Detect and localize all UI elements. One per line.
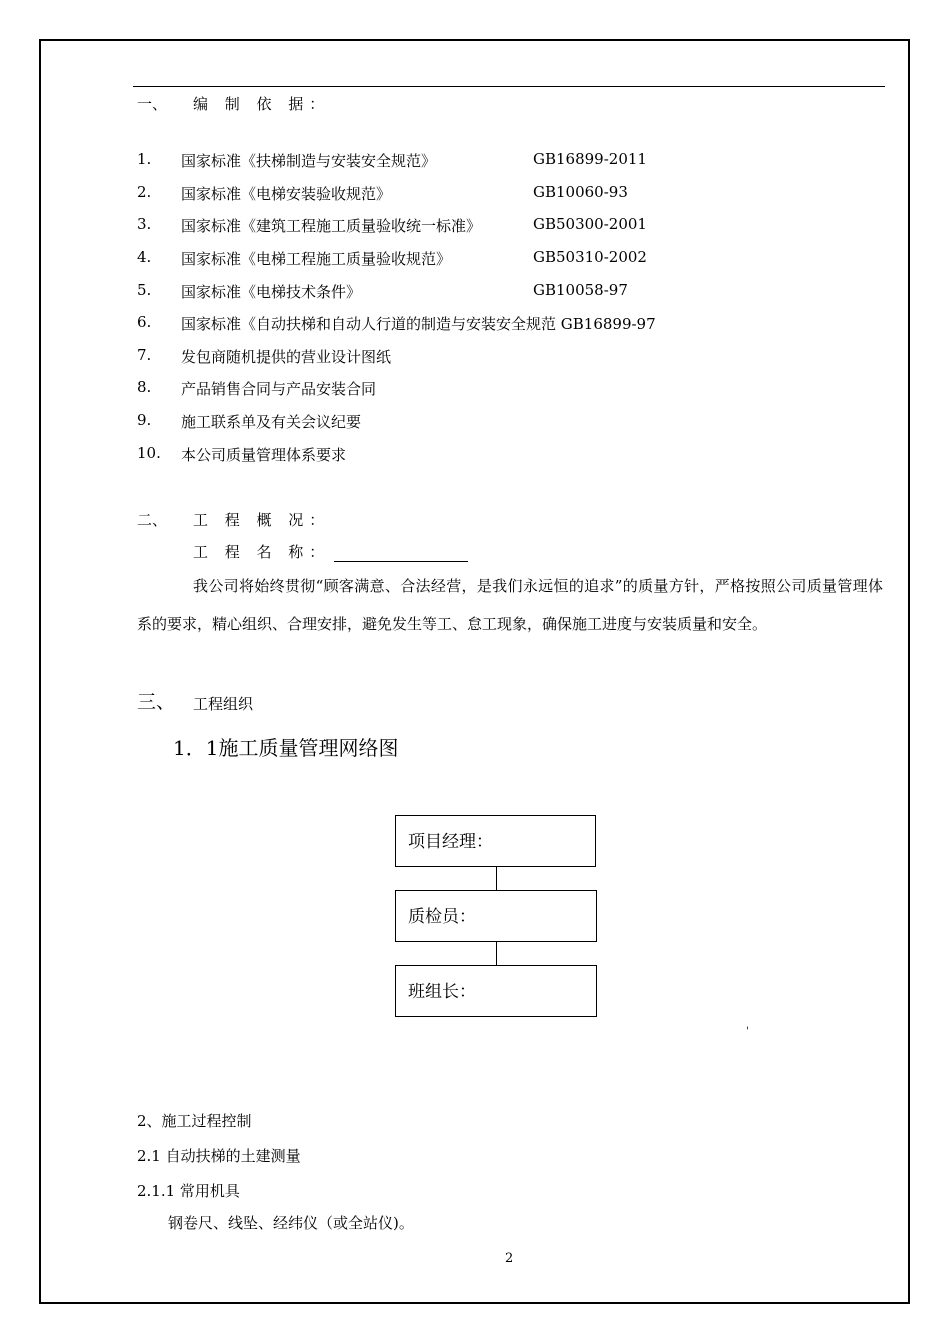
process-control-heading: 2、施工过程控制	[137, 1112, 252, 1130]
section1-number: 一、	[137, 95, 168, 113]
org-box-team-leader: 班组长：	[395, 965, 597, 1017]
page-number: 2	[505, 1251, 514, 1266]
org-connector	[496, 941, 497, 966]
org-connector	[496, 866, 497, 891]
network-chart-heading: 1．1施工质量管理网络图	[173, 736, 399, 760]
section2-number: 二、	[137, 511, 168, 529]
section2-title: 工 程 概 况：	[193, 511, 331, 529]
header-rule	[133, 86, 885, 87]
project-name-label: 工 程 名 称：	[193, 543, 331, 561]
org-box-quality-inspector: 质检员：	[395, 890, 597, 942]
section3-title: 工程组织	[193, 695, 254, 713]
civil-survey-heading: 2.1 自动扶梯的土建测量	[137, 1147, 301, 1165]
project-name-row	[193, 541, 468, 562]
org-box-project-manager: 项目经理：	[395, 815, 596, 867]
stray-mark: '	[746, 1026, 749, 1037]
overview-paragraph: 我公司将始终贯彻“顾客满意、合法经营，是我们永远恒的追求”的质量方针，严格按照公司质量管理体系的要求，精心组织、合理安排，避免发生等工、怠工现象，确保施工进度与安装质量和安全。	[137, 577, 883, 633]
section1-title: 编 制 依 据：	[193, 95, 331, 113]
project-name-blank	[334, 543, 468, 562]
common-tools-heading: 2.1.1 常用机具	[137, 1182, 240, 1200]
tools-list: 钢卷尺、线坠、经纬仪（或全站仪)。	[168, 1214, 414, 1232]
section3-number: 三、	[137, 691, 176, 713]
